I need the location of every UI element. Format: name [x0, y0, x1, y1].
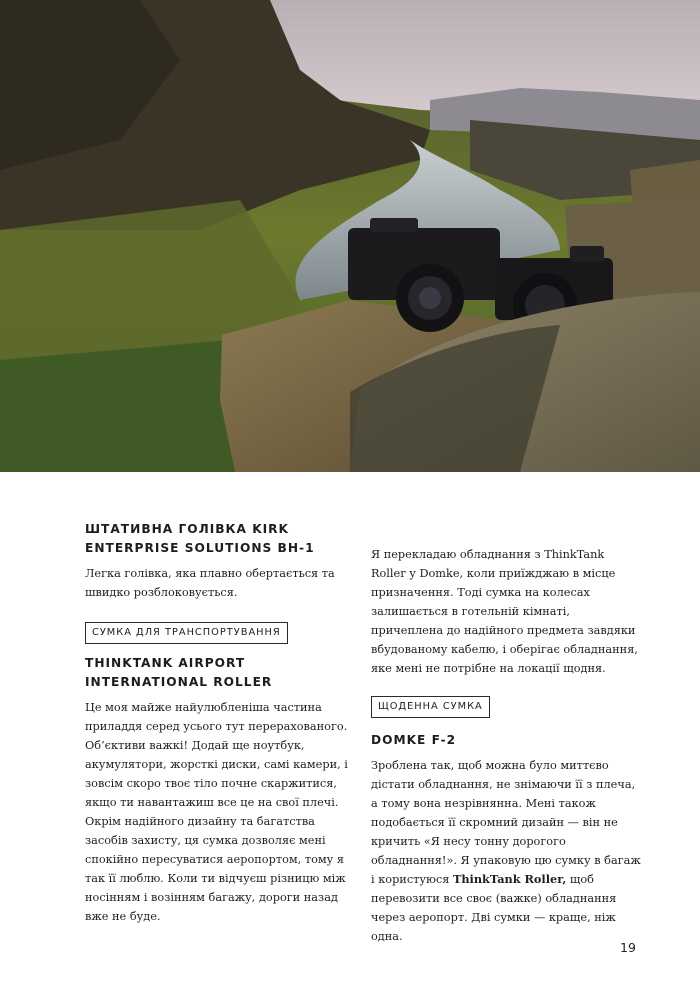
left-column	[85, 520, 350, 926]
page-number: 19	[620, 940, 636, 955]
roller-description: Це моя майже найулюбленіша частина приладдя серед усього тут перерахованого. Об’єктиви важкі! Додай ще ноутбук, акумулятори, жорсткі диски, самі камери, і зовсім скоро твоє тіло почне скаржитися, якщо ти навантажиш все це на свої плечі. Окрім надійного дизайну та багатства засобів захисту, ця сумка дозволяє мені спокійно пересуватися аеропортом, тому я так її люблю. Коли ти відчуєш різницю між носінням і возінням багажу, дороги назад вже не буде.	[85, 701, 348, 923]
domke-text-part-2: щоб перевозити все своє (важке) обладнання через аеропорт. Дві сумки — краще, ніж одна.	[371, 873, 617, 943]
daily-bag-tag: ЩОДЕННА СУМКА	[371, 696, 490, 718]
domke-text-bold: ThinkTank Roller,	[452, 872, 567, 886]
right-column	[371, 545, 641, 946]
tripod-description: Легка голівка, яка плавно обертається та швидко розблоковується.	[85, 567, 335, 599]
hero-photo	[0, 0, 700, 472]
transport-bag-tag: СУМКА ДЛЯ ТРАНСПОРТУВАННЯ	[85, 622, 288, 644]
tripod-heading: ШТАТИВНА ГОЛІВКА KIRK ENTERPRISE SOLUTIONS BH-1	[85, 522, 315, 555]
domke-description	[371, 756, 641, 946]
domke-heading: DOMKE F-2	[371, 733, 457, 747]
roller-heading: THINKTANK AIRPORT INTERNATIONAL ROLLER	[85, 656, 273, 689]
landscape-camera-photo	[0, 0, 700, 472]
domke-text-part-1: Зроблена так, щоб можна було миттєво дістати обладнання, не знімаючи її з плеча, а тому вона незрівнянна. Мені також подобається її скромний дизайн — він не кричить «Я несу тонну дорогого обладнання!». Я упаковую цю сумку в багаж і користуюся	[371, 759, 641, 886]
intro-paragraph: Я перекладаю обладнання з ThinkTank Roller у Domke, коли приїжджаю в місце призначення. Тоді сумка на колесах залишається в готельній кімнаті, причеплена до надійного предмета завдяки вбудованому кабелю, і оберігає обладнання, яке мені не потрібне на локації щодня.	[371, 548, 638, 675]
